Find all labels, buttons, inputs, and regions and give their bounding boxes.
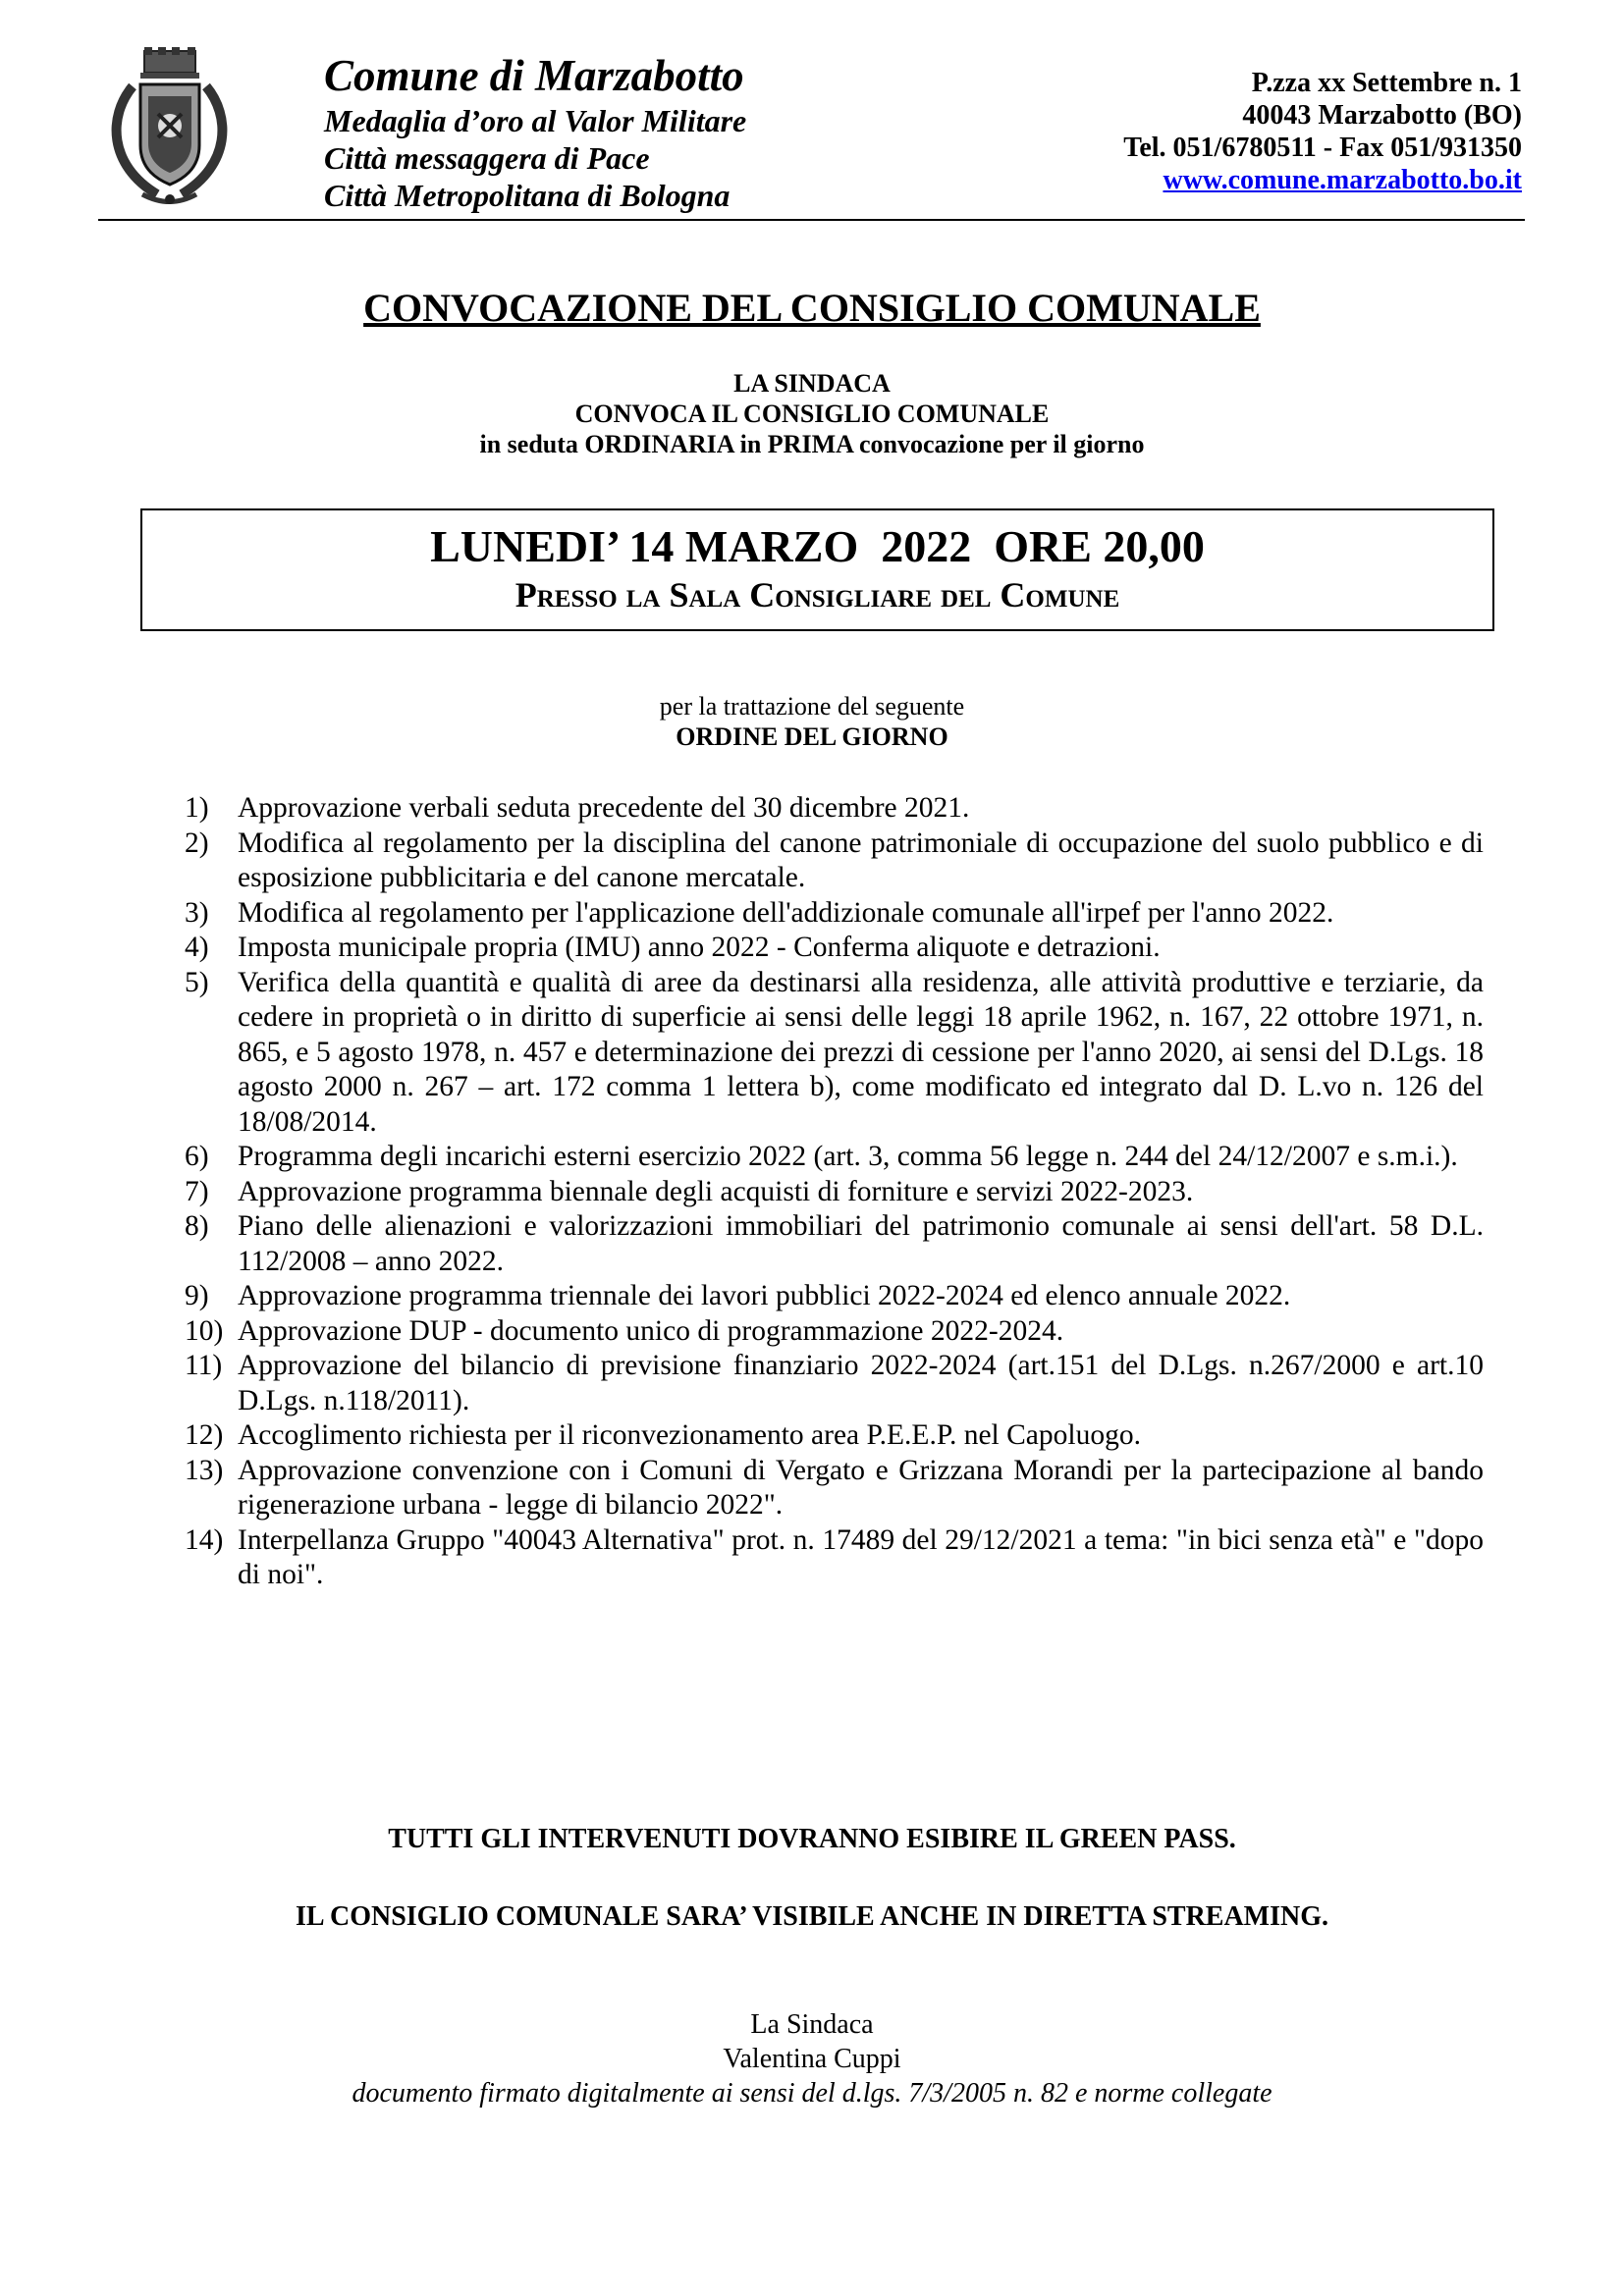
agenda-item <box>185 1279 1484 1314</box>
intro-line: CONVOCA IL CONSIGLIO COMUNALE <box>574 400 1050 428</box>
intro-line: in seduta ORDINARIA in PRIMA convocazione per il giorno <box>479 430 1145 458</box>
agenda-item-number: 13) <box>185 1454 224 1486</box>
agenda-item-text: Piano delle alienazioni e valorizzazioni immobiliari del patrimonio comunale ai sensi dell'art. 58 D.L. 112/2008 – anno 2022. <box>238 1210 1484 1277</box>
intro-line: LA SINDACA <box>733 369 891 398</box>
agenda-item-number: 5) <box>185 966 209 998</box>
meeting-box <box>140 508 1494 631</box>
intro-block <box>0 368 1624 459</box>
agenda-item-text: Approvazione DUP - documento unico di programmazione 2022-2024. <box>238 1314 1064 1347</box>
agenda-item-text: Interpellanza Gruppo "40043 Alternativa" prot. n. 17489 del 29/12/2021 a tema: "in bici senza età" e "dopo di noi". <box>238 1523 1484 1590</box>
signer-name: Valentina Cuppi <box>723 2044 901 2074</box>
agenda-item-number: 12) <box>185 1419 224 1451</box>
signature-block <box>0 2007 1624 2110</box>
agenda-intro <box>0 691 1624 752</box>
agenda-item-number: 6) <box>185 1141 209 1172</box>
org-block <box>324 49 746 214</box>
streaming-notice: IL CONSIGLIO COMUNALE SARA’ VISIBILE ANCHE IN DIRETTA STREAMING. <box>295 1901 1329 1932</box>
org-subtitle: Medaglia d’oro al Valor Militare <box>324 103 747 138</box>
agenda-item <box>185 896 1484 932</box>
agenda-title: ORDINE DEL GIORNO <box>676 722 948 751</box>
agenda-item-number: 4) <box>185 932 209 963</box>
agenda-item-text: Approvazione del bilancio di previsione finanziario 2022-2024 (art.151 del D.Lgs. n.267/2000 e art.10 D.Lgs. n.118/2011). <box>238 1350 1484 1416</box>
agenda-list <box>185 791 1484 1593</box>
agenda-item <box>185 1314 1484 1350</box>
document-title: CONVOCAZIONE DEL CONSIGLIO COMUNALE <box>363 286 1261 330</box>
agenda-item-text: Modifica al regolamento per la disciplina del canone patrimoniale di occupazione del suolo pubblico e di esposizione pubblicitaria e del canone mercatale. <box>238 827 1484 893</box>
agenda-item-number: 3) <box>185 896 209 929</box>
org-subtitle: Città Metropolitana di Bologna <box>324 178 731 213</box>
municipal-crest-icon <box>103 47 236 214</box>
agenda-item <box>185 1454 1484 1523</box>
agenda-item-text: Imposta municipale propria (IMU) anno 2022 - Conferma aliquote e detrazioni. <box>238 932 1161 963</box>
agenda-item-number: 11) <box>185 1350 223 1381</box>
org-name: Comune di Marzabotto <box>324 51 744 100</box>
green-pass-notice: TUTTI GLI INTERVENUTI DOVRANNO ESIBIRE IL GREEN PASS. <box>388 1824 1236 1854</box>
agenda-item-text: Modifica al regolamento per l'applicazione dell'addizionale comunale all'irpef per l'anno 2022. <box>238 896 1334 929</box>
header-divider <box>98 219 1525 221</box>
meeting-location: Presso la Sala Consigliare del Comune <box>514 575 1120 614</box>
contact-block <box>1123 67 1522 196</box>
agenda-item-text: Accoglimento richiesta per il riconvezionamento area P.E.E.P. nel Capoluogo. <box>238 1419 1141 1451</box>
org-subtitle: Città messaggera di Pace <box>324 140 650 176</box>
agenda-item <box>185 1175 1484 1210</box>
agenda-item-text: Approvazione verbali seduta precedente del 30 dicembre 2021. <box>238 792 970 824</box>
agenda-item-text: Approvazione programma biennale degli acquisti di forniture e servizi 2022-2023. <box>238 1175 1194 1207</box>
agenda-item-number: 8) <box>185 1210 209 1242</box>
address: P.zza xx Settembre n. 1 <box>1251 68 1522 98</box>
agenda-item <box>185 1209 1484 1279</box>
agenda-intro-text: per la trattazione del seguente <box>659 692 965 721</box>
agenda-item <box>185 827 1484 896</box>
city: 40043 Marzabotto (BO) <box>1242 100 1522 131</box>
agenda-item <box>185 1523 1484 1593</box>
agenda-item-number: 7) <box>185 1175 209 1207</box>
agenda-item <box>185 791 1484 827</box>
phone-fax: Tel. 051/6780511 - Fax 051/931350 <box>1123 133 1522 163</box>
agenda-item <box>185 1140 1484 1175</box>
agenda-item-text: Approvazione programma triennale dei lavori pubblici 2022-2024 ed elenco annuale 2022. <box>238 1280 1291 1311</box>
agenda-item <box>185 931 1484 966</box>
agenda-item-number: 10) <box>185 1314 224 1347</box>
agenda-item-number: 9) <box>185 1280 209 1311</box>
agenda-item-number: 14) <box>185 1523 224 1556</box>
signer-role: La Sindaca <box>750 2009 874 2040</box>
agenda-item <box>185 1349 1484 1418</box>
meeting-datetime: LUNEDI’ 14 MARZO 2022 ORE 20,00 <box>430 521 1205 571</box>
digital-signature-note: documento firmato digitalmente ai sensi del d.lgs. 7/3/2005 n. 82 e norme collegate <box>352 2078 1272 2109</box>
agenda-item-text: Programma degli incarichi esterni esercizio 2022 (art. 3, comma 56 legge n. 244 del 24/12/2007 e s.m.i.). <box>238 1141 1458 1172</box>
agenda-item <box>185 966 1484 1141</box>
agenda-item-number: 1) <box>185 792 209 824</box>
website-link[interactable]: www.comune.marzabotto.bo.it <box>1163 165 1522 195</box>
agenda-item-text: Verifica della quantità e qualità di aree da destinarsi alla residenza, alle attività produttive e terziarie, da cedere in proprietà o in diritto di superficie ai sensi delle leggi 18 aprile 1962, n. 167, 22 ottobre 1971, n. 865, e 5 agosto 1978, n. 457 e determinazione dei prezzi di cessione per l'anno 2020, ai sensi del D.Lgs. 18 agosto 2000 n. 267 – art. 172 comma 1 lettera b), come modificato ed integrato dal D. L.vo n. 126 del 18/08/2014. <box>238 966 1484 1138</box>
agenda-item <box>185 1418 1484 1454</box>
agenda-item-text: Approvazione convenzione con i Comuni di Vergato e Grizzana Morandi per la partecipazione al bando rigenerazione urbana - legge di bilancio 2022". <box>238 1454 1484 1521</box>
agenda-item-number: 2) <box>185 827 209 859</box>
